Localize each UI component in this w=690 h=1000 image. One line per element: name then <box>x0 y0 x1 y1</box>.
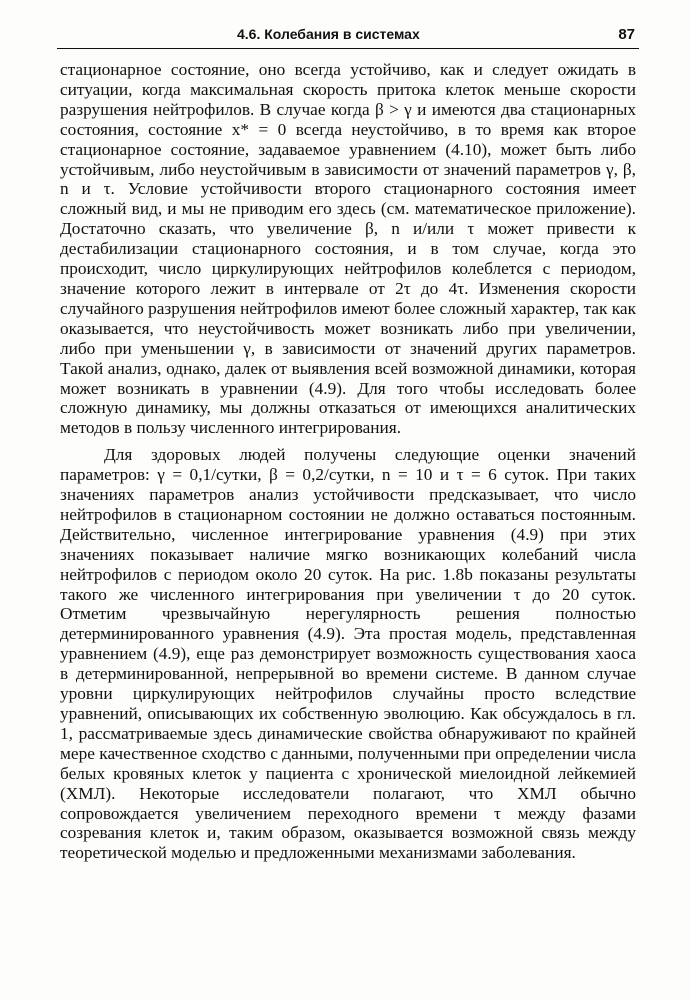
running-header <box>57 24 639 49</box>
section-title: 4.6. Колебания в системах <box>237 26 420 42</box>
paragraph: Для здоровых людей получены следующие оценки значений параметров: γ = 0,1/сутки, β = 0,2/сутки, n = 10 и τ = 6 суток. При таких значениях параметров анализ устойчивости предсказывает, что число нейтрофилов в стационарном состоянии не должно оставаться постоянным. Действительно, численное интегрирование уравнения (4.9) при этих значениях показывает наличие мягко возникающих колебаний числа нейтрофилов с периодом около 20 суток. На рис. 1.8b показаны результаты такого же численного интегрирования при увеличении τ до 20 суток. Отметим чрезвычайную нерегулярность решения полностью детерминированного уравнения (4.9). Эта простая модель, представленная уравнением (4.9), еще раз демонстрирует возможность существования хаоса в детерминированной, непрерывной во времени системе. В данном случае уровни циркулирующих нейтрофилов случайны просто вследствие уравнений, описывающих их собственную эволюцию. Как обсуждалось в гл. 1, рассматриваемые здесь динамические свойства обнаруживают по крайней мере качественное сходство с данными, полученными при определении числа белых кровяных клеток у пациента с хронической миелоидной лейкемией (ХМЛ). Некоторые исследователи полагают, что ХМЛ обычно сопровождается увеличением переходного времени τ между фазами созревания клеток и, таким образом, оказывается возможной связь между теоретической моделью и предложенными механизмами заболевания. <box>60 445 636 863</box>
page-number: 87 <box>618 26 635 43</box>
paragraph-continued: стационарное состояние, оно всегда устойчиво, как и следует ожидать в ситуации, когда максимальная скорость притока клеток меньше скорости разрушения нейтрофилов. В случае когда β > γ и имеются два стационарных состояния, состояние x* = 0 всегда неустойчиво, в то время как второе стационарное состояние, задаваемое уравнением (4.10), может быть либо устойчивым, либо неустойчивым в зависимости от значений параметров γ, β, n и τ. Условие устойчивости второго стационарного состояния имеет сложный вид, и мы не приводим его здесь (см. математическое приложение). Достаточно сказать, что увеличение β, n и/или τ может привести к дестабилизации стационарного состояния, и в том случае, когда это происходит, число циркулирующих нейтрофилов колеблется с периодом, значение которого лежит в интервале от 2τ до 4τ. Изменения скорости случайного разрушения нейтрофилов имеют более сложный характер, так как оказывается, что неустойчивость может возникать либо при увеличении, либо при уменьшении γ, в зависимости от значений других параметров. Такой анализ, однако, далек от выявления всей возможной динамики, которая может возникать в уравнении (4.9). Для того чтобы исследовать более сложную динамику, мы должны отказаться от имеющихся аналитических методов в пользу численного интегрирования. <box>60 60 636 438</box>
page-body <box>60 60 636 863</box>
